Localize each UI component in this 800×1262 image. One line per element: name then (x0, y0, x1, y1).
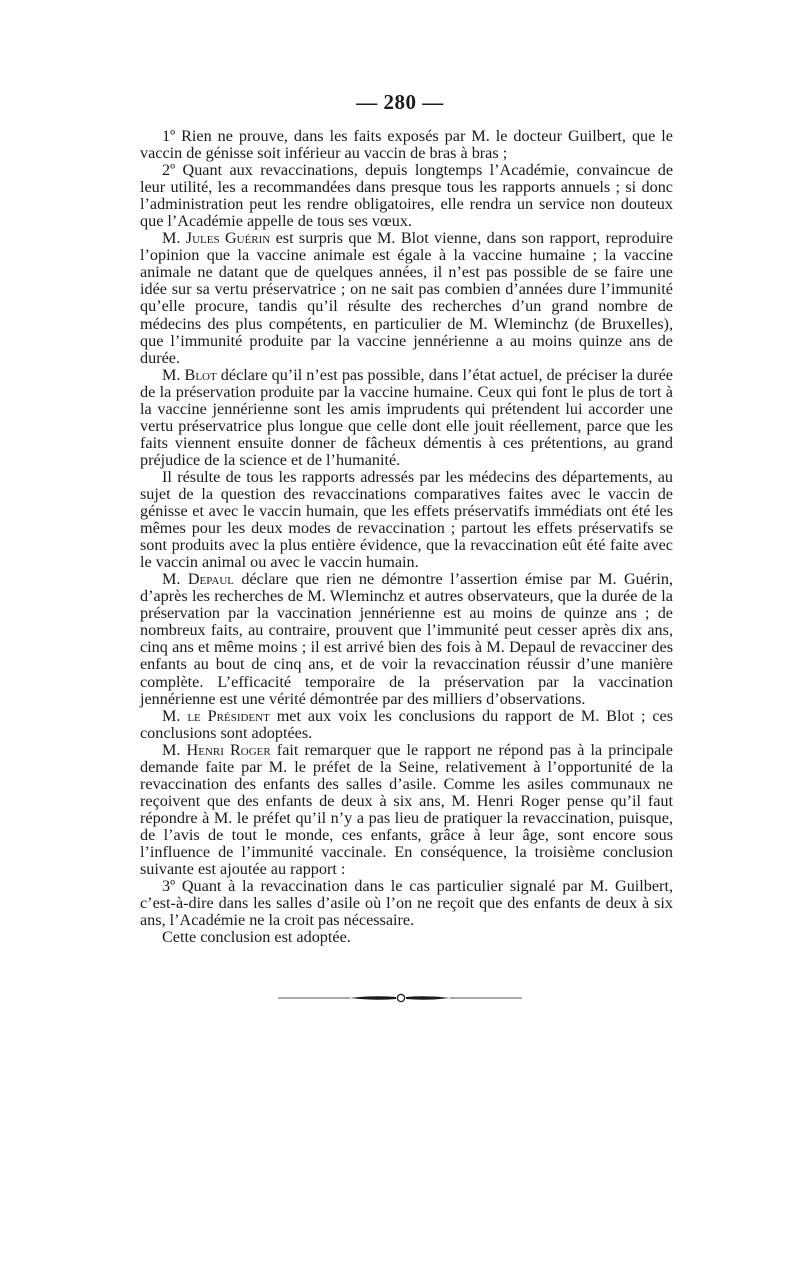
text-run: 3º Quant à la revaccination dans le cas particulier signalé par M. Guilbert, c’est-à-dire dans les salles d’asile où l’on ne reçoit que des enfants de deux à six ans, l’Académie ne la croit pas nécessaire. (140, 877, 673, 930)
text-run: met aux voix les conclusions du rapport de M. Blot ; ces conclusions sont adoptées. (140, 706, 673, 742)
speaker-name: Depaul (187, 570, 234, 589)
text-run: déclare que rien ne démontre l’assertion émise par M. Guérin, d’après les recherches de M. Wleminchz et autres observateurs, que la durée de la préservation par la vaccination jennérienne est au moins de quinze ans ; de nombreux faits, au contraire, prouvent que l’immunité peut cesser après dix ans, cinq ans et même moins ; il est arrivé bien des fois à M. Depaul de revacciner des enfants au bout de cinq ans, et de voir la revaccination réussir d’une manière complète. L’efficacité temporaire de la préservation par la vaccination jennérienne est une vérité démontrée par des milliers d’observations. (140, 570, 673, 708)
end-ornament-icon (278, 992, 522, 1004)
paragraph (140, 878, 673, 929)
paragraph (140, 230, 673, 366)
text-run: M. (162, 570, 188, 589)
paragraph (140, 708, 673, 742)
text-run: M. (162, 365, 185, 384)
text-run: Il résulte de tous les rapports adressés par les médecins des départements, au sujet de la question des revaccinations comparatives faites avec le vaccin de génisse et avec le vaccin humain, que les effets préservatifs immédiats ont été les mêmes pour les deux modes de revaccination ; partout les effets préservatifs se sont produits avec la plus entière évidence, que la revaccination eût été faite avec le vaccin animal ou avec le vaccin humain. (140, 467, 673, 572)
text-run: M. (162, 740, 187, 759)
text-run: M. (162, 706, 188, 725)
paragraph (140, 469, 673, 571)
paragraph (140, 367, 673, 469)
speaker-name: Henri Roger (186, 740, 271, 759)
speaker-name: Blot (184, 365, 217, 384)
paragraph (140, 929, 673, 946)
page-number: — 280 — (356, 90, 444, 114)
paragraph (140, 571, 673, 707)
text-run: 2º Quant aux revaccinations, depuis longtemps l’Académie, convaincue de leur utilité, les a recommandées dans presque tous les rapports annuels ; si donc l’administration peut les rendre obligatoires, elle rendra un service non douteux que l’Académie appelle de tous ses vœux. (140, 161, 673, 231)
text-run: déclare qu’il n’est pas possible, dans l’état actuel, de préciser la durée de la préservation produite par la vaccine humaine. Ceux qui font le plus de tort à la vaccine jennérienne sont les amis imprudents qui prétendent lui accorder une vertu préservatrice plus longue que celle dont elle jouit réellement, parce que les faits viennent ensuite donner de fâcheux démentis à ces prétentions, au grand préjudice de la science et de l’humanité. (140, 365, 673, 469)
text-run: Cette conclusion est adoptée. (162, 928, 351, 947)
paragraph (140, 742, 673, 878)
text-run: est surpris que M. Blot vienne, dans son rapport, reproduire l’opinion que la vaccine animale est égale à la vaccine humaine ; la vaccine animale ne datant que de quelques années, il n’est pas possible de se faire une idée sur sa vertu préservatrice ; on ne sait pas combien d’années dure l’immunité qu’elle procure, tandis qu’il résulte des recherches d’un grand nombre de médecins des plus compétents, en particulier de M. Wleminchz (de Bruxelles), que l’immunité produite par la vaccine jennérienne a au moins quinze ans de durée. (140, 229, 673, 367)
paragraph (140, 128, 673, 162)
speaker-name: Jules Guérin (185, 229, 271, 248)
text-run: 1º Rien ne prouve, dans les faits exposés par M. le docteur Guilbert, que le vaccin de génisse soit inférieur au vaccin de bras à bras ; (140, 127, 673, 163)
text-run: M. (162, 229, 186, 248)
speaker-name: le Président (187, 706, 270, 725)
paragraph (140, 162, 673, 230)
body-text (140, 128, 673, 946)
text-run: fait remarquer que le rapport ne répond pas à la principale demande faite par M. le préfet de la Seine, relativement à l’opportunité de la revaccination des enfants des salles d’asile. Comme les asiles communaux ne reçoivent que des enfants de deux à six ans, M. Henri Roger pense qu’il faut répondre à M. le préfet qu’il n’y a pas lieu de pratiquer la revaccination, puisque, de l’avis de tout le monde, ces enfants, grâce à leur âge, sont encore sous l’influence de l’immunité vaccinale. En conséquence, la troisième conclusion suivante est ajoutée au rapport : (140, 740, 673, 879)
